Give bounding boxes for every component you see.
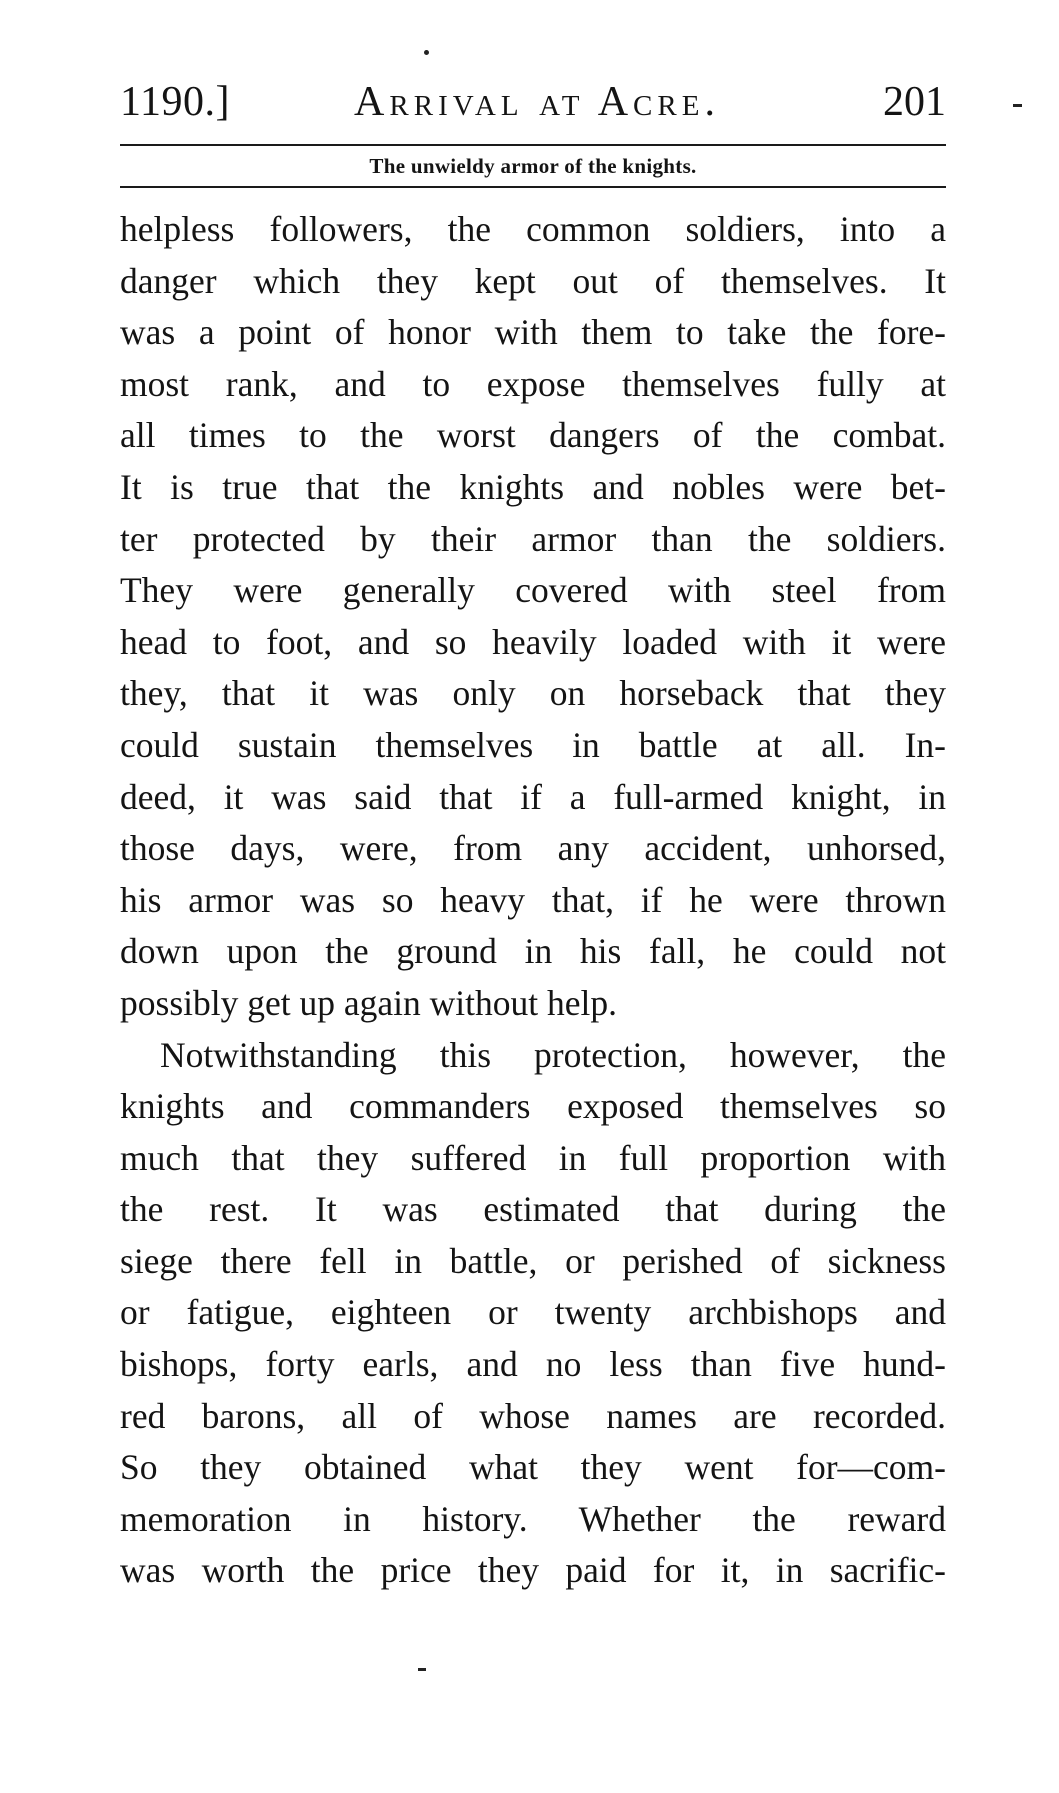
header-rule-bottom (120, 186, 946, 188)
scan-speck (418, 1668, 426, 1671)
text-line: So they obtained what they went for—com- (120, 1447, 946, 1488)
running-head-year: 1190.] (120, 79, 230, 125)
text-line: head to foot, and so heavily loaded with it were (120, 621, 946, 662)
book-page (120, 70, 946, 1597)
running-head (120, 70, 946, 134)
text-line: bishops, forty earls, and no less than five hund- (120, 1344, 946, 1385)
scan-speck (424, 50, 429, 55)
text-line: all times to the worst dangers of the combat. (120, 415, 946, 456)
text-line: those days, were, from any accident, unhorsed, (120, 828, 946, 869)
text-line: red barons, all of whose names are recorded. (120, 1395, 946, 1436)
text-line: down upon the ground in his fall, he could not (120, 931, 946, 972)
running-head-title: Arrival at Acre. (354, 79, 720, 125)
text-line: memoration in history. Whether the reward (120, 1498, 946, 1539)
paragraph-1 (120, 204, 946, 1030)
text-line: deed, it was said that if a full-armed knight, in (120, 776, 946, 817)
text-line: siege there fell in battle, or perished of sickness (120, 1240, 946, 1281)
body-text (120, 204, 946, 1597)
text-line: possibly get up again without help. (120, 982, 617, 1023)
text-line: most rank, and to expose themselves fully at (120, 363, 946, 404)
text-line: was worth the price they paid for it, in sacrific- (120, 1550, 946, 1591)
text-line: was a point of honor with them to take the fore- (120, 312, 946, 353)
text-line: They were generally covered with steel from (120, 570, 946, 611)
text-line: his armor was so heavy that, if he were thrown (120, 879, 946, 920)
text-line: they, that it was only on horseback that they (120, 673, 946, 714)
text-line: ter protected by their armor than the soldiers. (120, 518, 946, 559)
text-line: or fatigue, eighteen or twenty archbishops and (120, 1292, 946, 1333)
subhead: The unwieldy armor of the knights. (369, 154, 697, 178)
text-line: could sustain themselves in battle at all. In- (120, 724, 946, 765)
text-line: helpless followers, the common soldiers, into a (120, 209, 946, 249)
paragraph-2 (120, 1030, 946, 1598)
text-line: the rest. It was estimated that during the (120, 1189, 946, 1230)
text-line: danger which they kept out of themselves. It (120, 260, 946, 301)
scan-speck (1013, 104, 1022, 107)
text-line: Notwithstanding this protection, however, the (160, 1034, 946, 1075)
text-line: It is true that the knights and nobles were bet- (120, 466, 946, 507)
text-line: much that they suffered in full proportion with (120, 1137, 946, 1178)
text-line: knights and commanders exposed themselves so (120, 1086, 946, 1127)
page-number: 201 (883, 79, 946, 125)
